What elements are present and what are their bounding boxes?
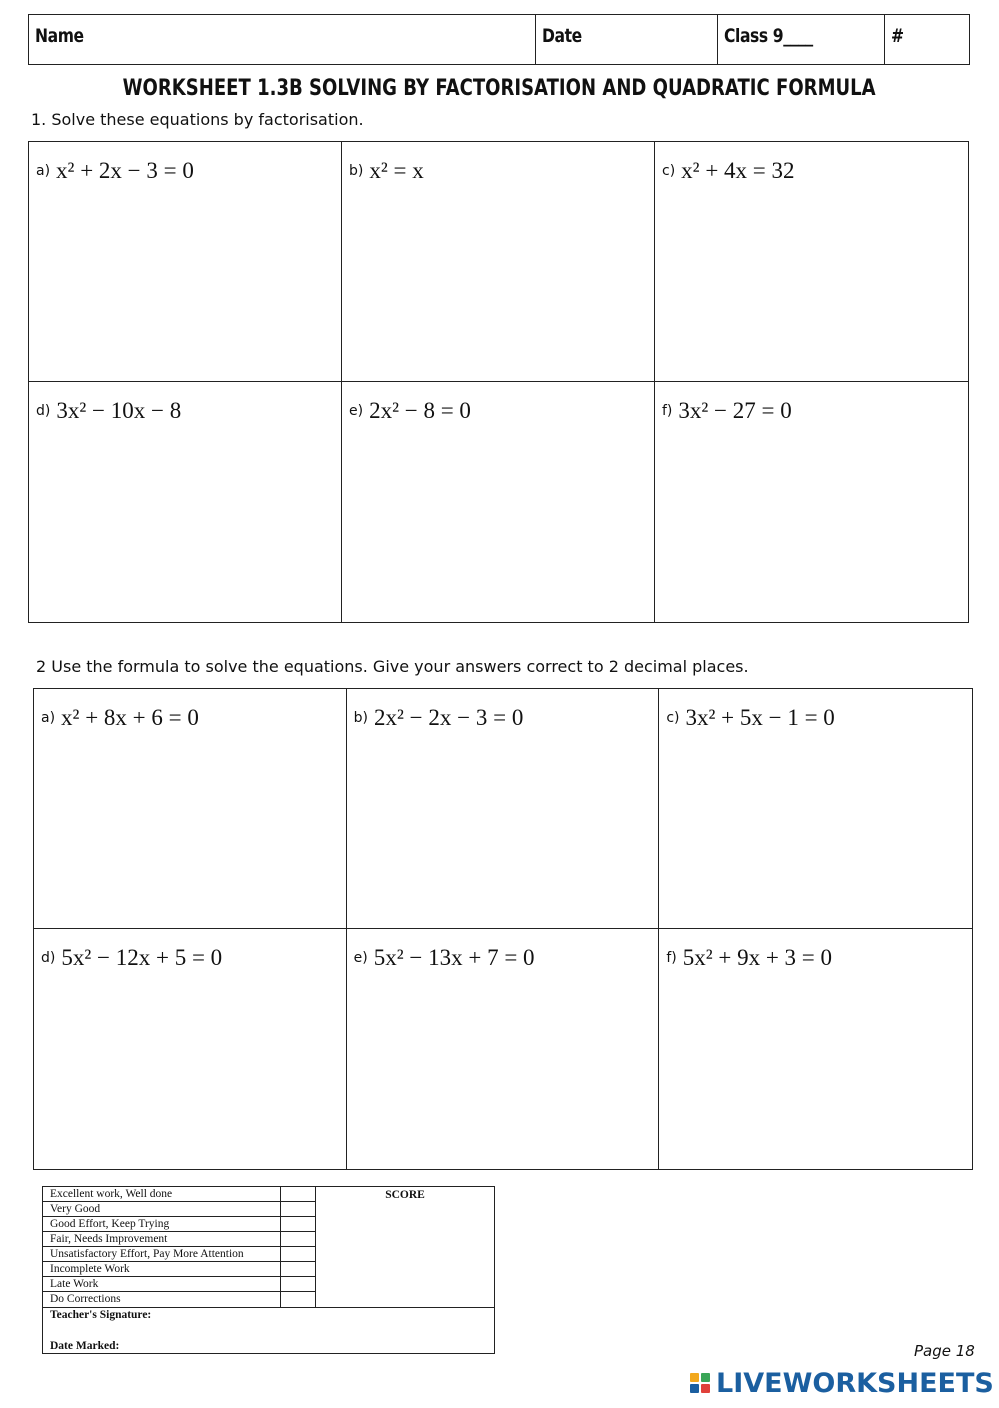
rating-row: Late Work bbox=[43, 1277, 315, 1292]
equation: 5x² + 9x + 3 = 0 bbox=[682, 945, 833, 970]
name-field[interactable]: Name bbox=[29, 15, 536, 64]
answer-box[interactable]: d) 5x² − 12x + 5 = 0 bbox=[34, 929, 347, 1169]
equation: x² + 2x − 3 = 0 bbox=[56, 158, 194, 183]
rating-row: Excellent work, Well done bbox=[43, 1187, 315, 1202]
score-table bbox=[42, 1186, 495, 1354]
section1-answer-grid bbox=[28, 141, 969, 623]
answer-box[interactable]: b) 2x² − 2x − 3 = 0 bbox=[347, 689, 660, 929]
class-field[interactable]: Class 9____ bbox=[718, 15, 885, 64]
table-divider bbox=[315, 1187, 316, 1308]
date-marked-label: Date Marked: bbox=[50, 1340, 120, 1352]
equation: x² + 8x + 6 = 0 bbox=[61, 705, 199, 730]
page-number: Page 18 bbox=[914, 1342, 975, 1360]
table-divider bbox=[43, 1307, 494, 1308]
answer-box[interactable]: e) 2x² − 8 = 0 bbox=[342, 382, 655, 622]
date-field[interactable]: Date bbox=[536, 15, 718, 64]
answer-box[interactable]: b) x² = x bbox=[342, 142, 655, 382]
equation: 3x² − 10x − 8 bbox=[56, 398, 182, 423]
answer-box[interactable]: f) 3x² − 27 = 0 bbox=[662, 398, 792, 423]
answer-box[interactable]: a) x² + 8x + 6 = 0 bbox=[34, 689, 347, 929]
rating-row: Good Effort, Keep Trying bbox=[43, 1217, 315, 1232]
section2-answer-grid bbox=[33, 688, 973, 1170]
rating-row: Unsatisfactory Effort, Pay More Attention bbox=[43, 1247, 315, 1262]
equation: x² + 4x = 32 bbox=[681, 158, 795, 183]
table-divider bbox=[280, 1187, 281, 1308]
student-info-table bbox=[28, 14, 970, 65]
equation: 2x² − 8 = 0 bbox=[369, 398, 471, 423]
answer-box[interactable]: c) x² + 4x = 32 bbox=[655, 142, 968, 382]
section1-instruction: 1. Solve these equations by factorisation. bbox=[31, 110, 364, 129]
number-field[interactable]: # bbox=[891, 25, 904, 47]
rating-row: Incomplete Work bbox=[43, 1262, 315, 1277]
worksheet-title: WORKSHEET 1.3B SOLVING BY FACTORISATION AND QUADRATIC FORMULA bbox=[123, 76, 876, 101]
equation: x² = x bbox=[369, 158, 424, 183]
equation: 3x² − 27 = 0 bbox=[678, 398, 792, 423]
answer-box[interactable]: c) 3x² + 5x − 1 = 0 bbox=[659, 689, 972, 929]
answer-box[interactable]: f) 5x² + 9x + 3 = 0 bbox=[666, 945, 833, 970]
rating-row: Very Good bbox=[43, 1202, 315, 1217]
answer-box[interactable]: e) 5x² − 13x + 7 = 0 bbox=[347, 929, 660, 1169]
equation: 5x² − 13x + 7 = 0 bbox=[373, 945, 535, 970]
logo-blocks-icon bbox=[690, 1373, 710, 1393]
teacher-signature-label: Teacher's Signature: bbox=[50, 1309, 152, 1321]
section2-instruction: 2 Use the formula to solve the equations. Give your answers correct to 2 decimal places. bbox=[36, 657, 749, 676]
liveworksheets-logo[interactable] bbox=[690, 1366, 994, 1400]
answer-box[interactable]: a) x² + 2x − 3 = 0 bbox=[29, 142, 342, 382]
rating-row: Do Corrections bbox=[50, 1293, 121, 1305]
brand-name: LIVEWORKSHEETS bbox=[716, 1367, 994, 1399]
equation: 2x² − 2x − 3 = 0 bbox=[374, 705, 524, 730]
rating-row: Fair, Needs Improvement bbox=[43, 1232, 315, 1247]
equation: 3x² + 5x − 1 = 0 bbox=[685, 705, 835, 730]
score-header: SCORE bbox=[385, 1189, 425, 1201]
answer-box[interactable]: d) 3x² − 10x − 8 bbox=[29, 382, 342, 622]
equation: 5x² − 12x + 5 = 0 bbox=[61, 945, 223, 970]
